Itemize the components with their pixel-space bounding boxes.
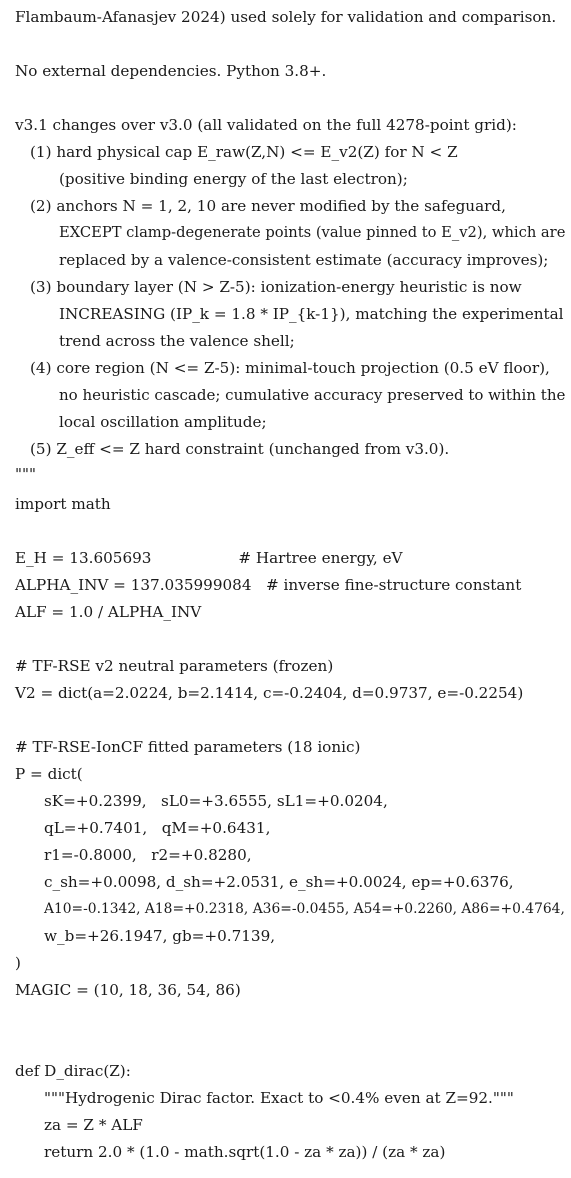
- text-line: (1) hard physical cap E_raw(Z,N) <= E_v2(Z) for N < Z: [30, 143, 458, 161]
- text-line: (4) core region (N <= Z-5): minimal-touch projection (0.5 eV floor),: [30, 359, 550, 377]
- text-line: ): [15, 954, 21, 972]
- text-line: qL=+0.7401, qM=+0.6431,: [44, 819, 271, 837]
- text-line: V2 = dict(a=2.0224, b=2.1414, c=-0.2404, d=0.9737, e=-0.2254): [15, 684, 524, 702]
- text-line: # TF-RSE v2 neutral parameters (frozen): [15, 657, 334, 675]
- text-line: INCREASING (IP_k = 1.8 * IP_{k-1}), matching the experimental: [59, 305, 564, 323]
- text-line: E_H = 13.605693 # Hartree energy, eV: [15, 549, 403, 567]
- text-line: A10=-0.1342, A18=+0.2318, A36=-0.0455, A54=+0.2260, A86=+0.4764,: [44, 901, 565, 917]
- text-line: return 2.0 * (1.0 - math.sqrt(1.0 - za * za)) / (za * za): [44, 1143, 446, 1161]
- text-line: sK=+0.2399, sL0=+3.6555, sL1=+0.0204,: [44, 792, 388, 810]
- text-line: def D_dirac(Z):: [15, 1062, 131, 1080]
- text-line: r1=-0.8000, r2=+0.8280,: [44, 846, 252, 864]
- text-line: """: [15, 465, 36, 483]
- text-line: Flambaum-Afanasjev 2024) used solely for validation and comparison.: [15, 8, 557, 26]
- text-line: local oscillation amplitude;: [59, 413, 267, 431]
- text-line: w_b=+26.1947, gb=+0.7139,: [44, 927, 276, 945]
- text-line: za = Z * ALF: [44, 1116, 143, 1134]
- text-line: """Hydrogenic Dirac factor. Exact to <0.4% even at Z=92.""": [44, 1089, 514, 1107]
- text-line: no heuristic cascade; cumulative accuracy preserved to within the: [59, 386, 566, 404]
- text-line: trend across the valence shell;: [59, 332, 295, 350]
- text-line: (positive binding energy of the last electron);: [59, 170, 408, 188]
- text-line: P = dict(: [15, 765, 83, 783]
- text-line: ALF = 1.0 / ALPHA_INV: [15, 603, 202, 621]
- text-line: (2) anchors N = 1, 2, 10 are never modified by the safeguard,: [30, 197, 506, 215]
- text-line: v3.1 changes over v3.0 (all validated on the full 4278-point grid):: [15, 116, 517, 134]
- text-line: import math: [15, 495, 111, 513]
- text-line: EXCEPT clamp-degenerate points (value pinned to E_v2), which are: [59, 224, 566, 241]
- text-line: c_sh=+0.0098, d_sh=+2.0531, e_sh=+0.0024, ep=+0.6376,: [44, 873, 514, 891]
- text-line: replaced by a valence-consistent estimate (accuracy improves);: [59, 251, 549, 269]
- text-line: (5) Z_eff <= Z hard constraint (unchanged from v3.0).: [30, 440, 450, 458]
- text-line: # TF-RSE-IonCF fitted parameters (18 ionic): [15, 738, 361, 756]
- text-line: MAGIC = (10, 18, 36, 54, 86): [15, 981, 241, 999]
- text-line: ALPHA_INV = 137.035999084 # inverse fine-structure constant: [15, 576, 522, 594]
- text-line: No external dependencies. Python 3.8+.: [15, 62, 327, 80]
- text-line: (3) boundary layer (N > Z-5): ionization-energy heuristic is now: [30, 278, 522, 296]
